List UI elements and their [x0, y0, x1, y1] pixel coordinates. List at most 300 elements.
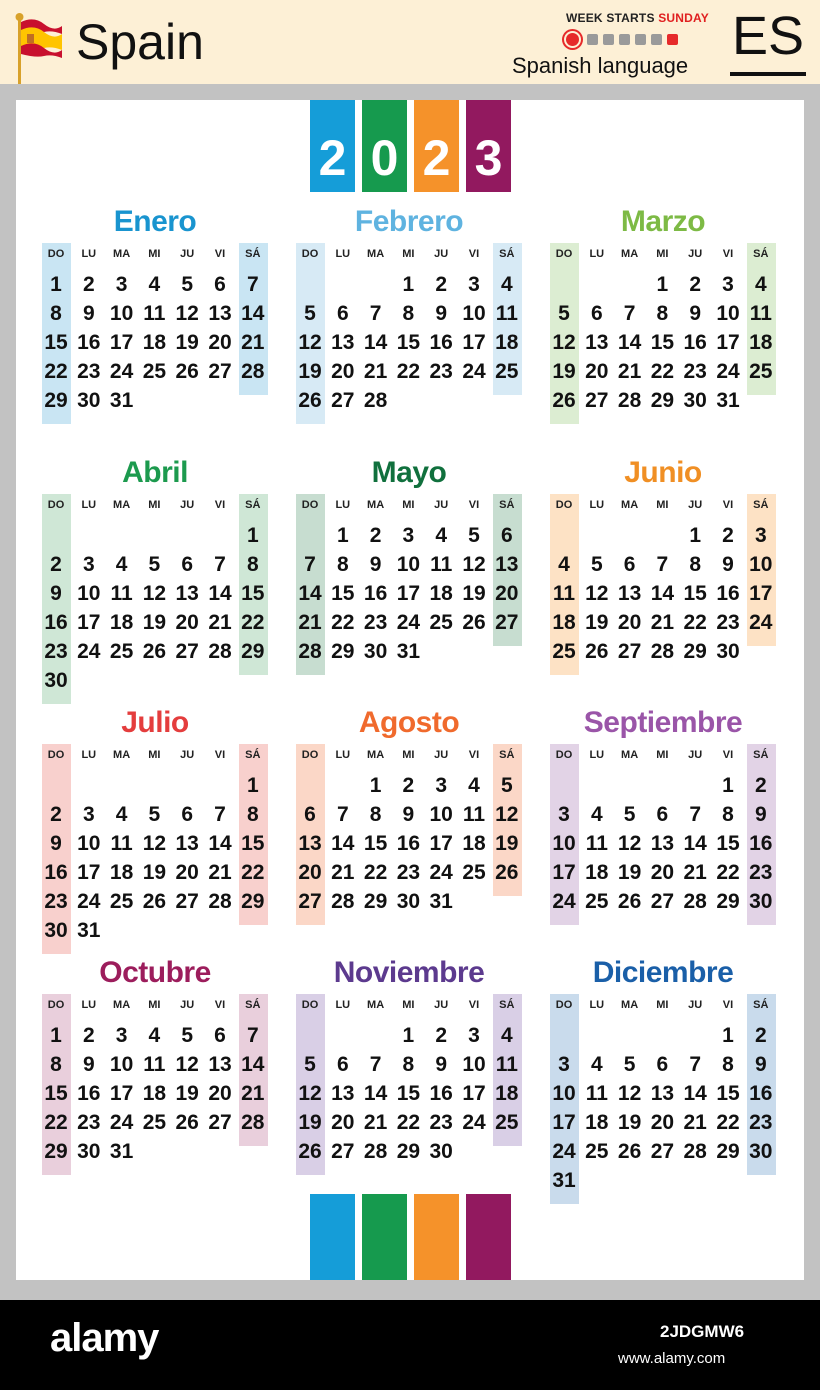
day-cell: 11: [462, 803, 486, 826]
day-cell: 22: [683, 611, 707, 634]
day-cell: 10: [462, 302, 486, 325]
day-cell: 30: [683, 389, 707, 412]
day-cell: 2: [369, 524, 382, 547]
day-cell: 1: [336, 524, 349, 547]
day-cell: 26: [175, 360, 199, 383]
day-cell: 20: [585, 360, 609, 383]
weekday-header: SÁ: [753, 999, 769, 1011]
weekday-header: SÁ: [499, 248, 515, 260]
day-cell: 19: [462, 582, 486, 605]
day-cell: 9: [402, 803, 415, 826]
weekday-header: MA: [621, 499, 639, 511]
day-cell: 18: [495, 331, 519, 354]
day-cell: 30: [363, 640, 388, 663]
country-code: ES: [731, 6, 805, 66]
day-cell: 12: [298, 331, 322, 354]
day-cell: 14: [617, 331, 642, 354]
day-cell: 9: [82, 302, 95, 325]
day-cell: 17: [109, 331, 134, 354]
weekday-header: JU: [434, 749, 449, 761]
day-cell: 15: [396, 331, 421, 354]
color-bar: [362, 1194, 407, 1280]
day-cell: 31: [716, 389, 740, 412]
day-cell: 14: [683, 1082, 707, 1105]
weekday-header: DO: [47, 999, 65, 1011]
day-cell: 5: [558, 302, 570, 325]
day-cell: 12: [142, 582, 167, 605]
day-cell: 13: [617, 582, 642, 605]
weekday-header: MI: [656, 248, 669, 260]
weekday-header: MI: [402, 999, 415, 1011]
weekday-header: VI: [722, 499, 734, 511]
day-cell: 7: [623, 302, 636, 325]
weekday-header: VI: [722, 999, 734, 1011]
day-cell: 25: [462, 861, 486, 884]
weekday-header: MA: [367, 999, 385, 1011]
day-cell: 4: [590, 803, 603, 826]
day-cell: 8: [722, 803, 734, 826]
day-cell: 3: [754, 524, 767, 547]
day-cell: 9: [754, 1053, 767, 1076]
day-cell: 13: [650, 832, 675, 855]
day-cell: 28: [331, 890, 355, 913]
day-cell: 1: [402, 273, 415, 296]
day-cell: 30: [716, 640, 740, 663]
day-cell: 29: [331, 640, 355, 663]
day-cell: 29: [650, 389, 675, 412]
day-cell: 6: [656, 1053, 669, 1076]
day-cell: 6: [181, 553, 194, 576]
day-cell: 6: [181, 803, 194, 826]
day-cell: 29: [683, 640, 707, 663]
day-cell: 24: [109, 1111, 134, 1134]
day-cell: 24: [77, 890, 101, 913]
day-cell: 17: [552, 861, 576, 884]
day-cell: 6: [590, 302, 603, 325]
day-cell: 13: [495, 553, 519, 576]
day-cell: 14: [241, 302, 265, 325]
day-cell: 3: [722, 273, 734, 296]
month-diciembre: [548, 956, 778, 1196]
month-abril: [40, 456, 270, 696]
day-cell: 25: [749, 360, 773, 383]
day-cell: 29: [241, 640, 265, 663]
day-cell: 11: [143, 1053, 166, 1076]
day-cell: 2: [50, 553, 62, 576]
day-cell: 18: [585, 861, 609, 884]
day-cell: 16: [77, 1082, 101, 1105]
weekday-header: MA: [621, 999, 639, 1011]
day-cell: 6: [336, 302, 349, 325]
day-cell: 17: [396, 582, 421, 605]
day-cell: 21: [208, 611, 232, 634]
day-cell: 18: [429, 582, 453, 605]
weekday-header: MA: [113, 248, 131, 260]
weekday-header: DO: [555, 999, 573, 1011]
day-cell: 6: [304, 803, 316, 826]
day-cell: 18: [552, 611, 576, 634]
day-cell: 19: [175, 331, 199, 354]
day-cell: 14: [650, 582, 675, 605]
month-septiembre: [548, 706, 778, 946]
day-cell: 13: [585, 331, 609, 354]
day-cell: 21: [208, 861, 232, 884]
weekday-header: MI: [656, 999, 669, 1011]
day-cell: 25: [585, 890, 609, 913]
month-name: Junio: [624, 456, 702, 489]
week-starts-day: SUNDAY: [658, 11, 709, 25]
day-cell: 18: [142, 331, 167, 354]
day-cell: 23: [429, 1111, 453, 1134]
day-cell: 16: [363, 582, 388, 605]
day-cell: 10: [396, 553, 421, 576]
day-cell: 11: [430, 553, 453, 576]
day-cell: 10: [462, 1053, 486, 1076]
day-cell: 14: [331, 832, 355, 855]
day-cell: 6: [500, 524, 513, 547]
day-cell: 13: [175, 832, 199, 855]
day-cell: 17: [77, 861, 101, 884]
weekday-header: SÁ: [753, 499, 769, 511]
day-cell: 17: [109, 1082, 134, 1105]
day-cell: 22: [363, 861, 388, 884]
day-cell: 17: [77, 611, 101, 634]
day-cell: 27: [495, 611, 519, 634]
day-cell: 14: [683, 832, 707, 855]
day-cell: 10: [77, 832, 101, 855]
day-cell: 31: [77, 919, 101, 942]
weekday-header: MA: [113, 499, 131, 511]
spain-flag-icon: [14, 12, 64, 88]
day-cell: 22: [241, 611, 265, 634]
weekday-header: DO: [301, 248, 319, 260]
year-blocks: [310, 100, 511, 192]
day-cell: 2: [754, 1024, 767, 1047]
day-cell: 24: [716, 360, 740, 383]
day-cell: 31: [396, 640, 421, 663]
day-cell: 1: [246, 524, 259, 547]
day-cell: 10: [429, 803, 453, 826]
month-name: Julio: [121, 706, 189, 739]
day-cell: 22: [396, 1111, 421, 1134]
day-cell: 10: [749, 553, 773, 576]
month-julio: [40, 706, 270, 946]
day-cell: 19: [142, 861, 167, 884]
day-cell: 4: [500, 273, 513, 296]
day-cell: 29: [44, 1140, 68, 1163]
day-cell: 30: [396, 890, 421, 913]
day-cell: 12: [462, 553, 486, 576]
day-cell: 31: [429, 890, 453, 913]
day-cell: 18: [109, 611, 134, 634]
day-cell: 23: [77, 360, 101, 383]
day-cell: 20: [617, 611, 642, 634]
month-mayo: [294, 456, 524, 696]
day-cell: 23: [683, 360, 707, 383]
day-cell: 23: [429, 360, 453, 383]
day-cell: 16: [716, 582, 740, 605]
day-cell: 20: [208, 1082, 232, 1105]
month-name: Febrero: [354, 205, 464, 238]
weekday-header: DO: [47, 749, 65, 761]
day-cell: 13: [298, 832, 322, 855]
day-cell: 21: [298, 611, 322, 634]
day-cell: 29: [44, 389, 68, 412]
day-cell: 10: [77, 582, 101, 605]
day-cell: 16: [429, 331, 453, 354]
day-cell: 8: [369, 803, 382, 826]
day-cell: 3: [558, 1053, 570, 1076]
day-cell: 21: [617, 360, 642, 383]
day-cell: 25: [495, 1111, 519, 1134]
day-cell: 6: [656, 803, 669, 826]
weekday-header: VI: [722, 248, 734, 260]
day-cell: 2: [50, 803, 62, 826]
weekday-header: DO: [301, 499, 319, 511]
day-cell: 30: [77, 389, 101, 412]
weekday-header: LU: [81, 248, 97, 260]
weekday-header: VI: [214, 749, 226, 761]
week-dot-sunday: [566, 33, 579, 46]
day-cell: 27: [331, 389, 355, 412]
color-bar: [466, 1194, 511, 1280]
day-cell: 5: [623, 1053, 636, 1076]
day-cell: 16: [749, 832, 773, 855]
weekday-header: LU: [81, 499, 97, 511]
day-cell: 15: [683, 582, 707, 605]
day-cell: 24: [749, 611, 773, 634]
day-cell: 25: [585, 1140, 609, 1163]
day-cell: 3: [82, 803, 95, 826]
week-start-label: [566, 11, 709, 25]
day-cell: 4: [115, 553, 128, 576]
day-cell: 26: [495, 861, 519, 884]
day-cell: 8: [722, 1053, 734, 1076]
day-cell: 23: [44, 640, 68, 663]
alamy-logo: alamy: [50, 1316, 159, 1360]
day-cell: 9: [722, 553, 734, 576]
weekday-header: DO: [47, 248, 65, 260]
month-noviembre: [294, 956, 524, 1196]
day-cell: 14: [208, 832, 232, 855]
day-cell: 8: [50, 302, 62, 325]
day-cell: 14: [363, 1082, 388, 1105]
day-cell: 27: [175, 890, 199, 913]
day-cell: 31: [109, 1140, 134, 1163]
day-cell: 15: [44, 331, 68, 354]
day-cell: 20: [650, 861, 675, 884]
weekday-header: DO: [555, 248, 573, 260]
day-cell: 3: [558, 803, 570, 826]
day-cell: 30: [44, 669, 68, 692]
day-cell: 22: [716, 1111, 740, 1134]
day-cell: 9: [82, 1053, 95, 1076]
day-cell: 16: [396, 832, 421, 855]
day-cell: 20: [298, 861, 322, 884]
weekday-header: VI: [468, 499, 480, 511]
weekday-header: MI: [148, 248, 161, 260]
day-cell: 7: [369, 1053, 382, 1076]
day-cell: 27: [585, 389, 609, 412]
day-cell: 9: [50, 832, 62, 855]
day-cell: 30: [77, 1140, 101, 1163]
day-cell: 23: [749, 1111, 773, 1134]
day-cell: 24: [462, 1111, 486, 1134]
day-cell: 3: [468, 273, 480, 296]
day-cell: 30: [44, 919, 68, 942]
day-cell: 8: [402, 1053, 415, 1076]
day-cell: 6: [623, 553, 636, 576]
day-cell: 28: [208, 890, 232, 913]
day-cell: 17: [552, 1111, 576, 1134]
day-cell: 19: [142, 611, 167, 634]
day-cell: 4: [468, 774, 480, 797]
day-cell: 4: [435, 524, 448, 547]
day-cell: 15: [241, 582, 265, 605]
day-cell: 5: [181, 1024, 194, 1047]
month-octubre: [40, 956, 270, 1196]
day-cell: 4: [500, 1024, 513, 1047]
day-cell: 11: [110, 832, 133, 855]
day-cell: 20: [495, 582, 519, 605]
month-agosto: [294, 706, 524, 946]
day-cell: 17: [429, 832, 453, 855]
year-digit-block: [414, 100, 459, 192]
day-cell: 9: [435, 1053, 448, 1076]
day-cell: 2: [402, 774, 415, 797]
day-cell: 20: [175, 611, 199, 634]
day-cell: 22: [44, 360, 68, 383]
day-cell: 1: [689, 524, 702, 547]
day-cell: 11: [495, 1053, 518, 1076]
day-cell: 26: [298, 1140, 322, 1163]
day-cell: 29: [241, 890, 265, 913]
weekday-header: JU: [434, 999, 449, 1011]
year-digit-block: [310, 100, 355, 192]
day-cell: 10: [552, 832, 576, 855]
day-cell: 20: [331, 1111, 355, 1134]
day-cell: 8: [336, 553, 349, 576]
weekday-header: JU: [180, 248, 195, 260]
day-cell: 15: [396, 1082, 421, 1105]
day-cell: 25: [109, 890, 134, 913]
day-cell: 22: [396, 360, 421, 383]
day-cell: 11: [749, 302, 772, 325]
weekday-header: LU: [335, 999, 351, 1011]
day-cell: 19: [552, 360, 576, 383]
day-cell: 9: [369, 553, 382, 576]
day-cell: 5: [623, 803, 636, 826]
language-label: Spanish language: [512, 53, 689, 78]
day-cell: 3: [115, 273, 128, 296]
day-cell: 5: [590, 553, 603, 576]
day-cell: 12: [175, 302, 199, 325]
day-cell: 22: [716, 861, 740, 884]
bottom-color-bars: [310, 1194, 511, 1280]
day-cell: 11: [110, 582, 133, 605]
day-cell: 20: [208, 331, 232, 354]
day-cell: 27: [331, 1140, 355, 1163]
day-cell: 23: [77, 1111, 101, 1134]
weekday-header: JU: [434, 499, 449, 511]
day-cell: 22: [331, 611, 355, 634]
day-cell: 1: [722, 774, 734, 797]
day-cell: 15: [363, 832, 388, 855]
day-cell: 28: [298, 640, 322, 663]
day-cell: 16: [77, 331, 101, 354]
day-cell: 2: [82, 273, 95, 296]
day-cell: 26: [462, 611, 486, 634]
day-cell: 12: [175, 1053, 199, 1076]
day-cell: 26: [142, 890, 167, 913]
month-name: Noviembre: [333, 956, 485, 989]
day-cell: 19: [495, 832, 519, 855]
day-cell: 3: [468, 1024, 480, 1047]
color-bar: [414, 1194, 459, 1280]
weekday-header: VI: [468, 749, 480, 761]
weekday-header: MA: [367, 749, 385, 761]
day-cell: 14: [298, 582, 322, 605]
day-cell: 6: [336, 1053, 349, 1076]
weekday-header: SÁ: [245, 248, 261, 260]
weekday-header: DO: [301, 749, 319, 761]
week-dot: [587, 34, 598, 45]
day-cell: 4: [148, 1024, 161, 1047]
day-cell: 4: [754, 273, 767, 296]
month-name: Octubre: [99, 956, 211, 989]
day-cell: 23: [749, 861, 773, 884]
day-cell: 21: [241, 1082, 265, 1105]
day-cell: 21: [683, 1111, 707, 1134]
day-cell: 27: [208, 1111, 232, 1134]
weekday-header: VI: [214, 248, 226, 260]
day-cell: 10: [716, 302, 740, 325]
day-cell: 11: [495, 302, 518, 325]
day-cell: 28: [208, 640, 232, 663]
day-cell: 19: [298, 1111, 322, 1134]
day-cell: 21: [363, 360, 388, 383]
year-digit-block: [466, 100, 511, 192]
day-cell: 24: [396, 611, 421, 634]
day-cell: 27: [208, 360, 232, 383]
day-cell: 27: [298, 890, 322, 913]
day-cell: 1: [402, 1024, 415, 1047]
day-cell: 19: [298, 360, 322, 383]
day-cell: 1: [50, 1024, 62, 1047]
week-dot-saturday: [667, 34, 678, 45]
day-cell: 22: [650, 360, 675, 383]
day-cell: 6: [214, 1024, 226, 1047]
day-cell: 4: [590, 1053, 603, 1076]
day-cell: 28: [241, 360, 265, 383]
weekday-header: JU: [688, 499, 703, 511]
day-cell: 17: [749, 582, 773, 605]
month-febrero: [294, 205, 524, 445]
weekday-header: LU: [335, 499, 351, 511]
month-name: Agosto: [358, 706, 460, 739]
weekday-header: DO: [555, 749, 573, 761]
day-cell: 6: [214, 273, 226, 296]
day-cell: 7: [246, 1024, 259, 1047]
day-cell: 12: [585, 582, 609, 605]
day-cell: 27: [650, 890, 675, 913]
day-cell: 13: [331, 331, 355, 354]
day-cell: 17: [462, 1082, 486, 1105]
day-cell: 25: [142, 1111, 167, 1134]
day-cell: 7: [214, 553, 226, 576]
day-cell: 16: [749, 1082, 773, 1105]
month-name: Marzo: [620, 205, 706, 238]
